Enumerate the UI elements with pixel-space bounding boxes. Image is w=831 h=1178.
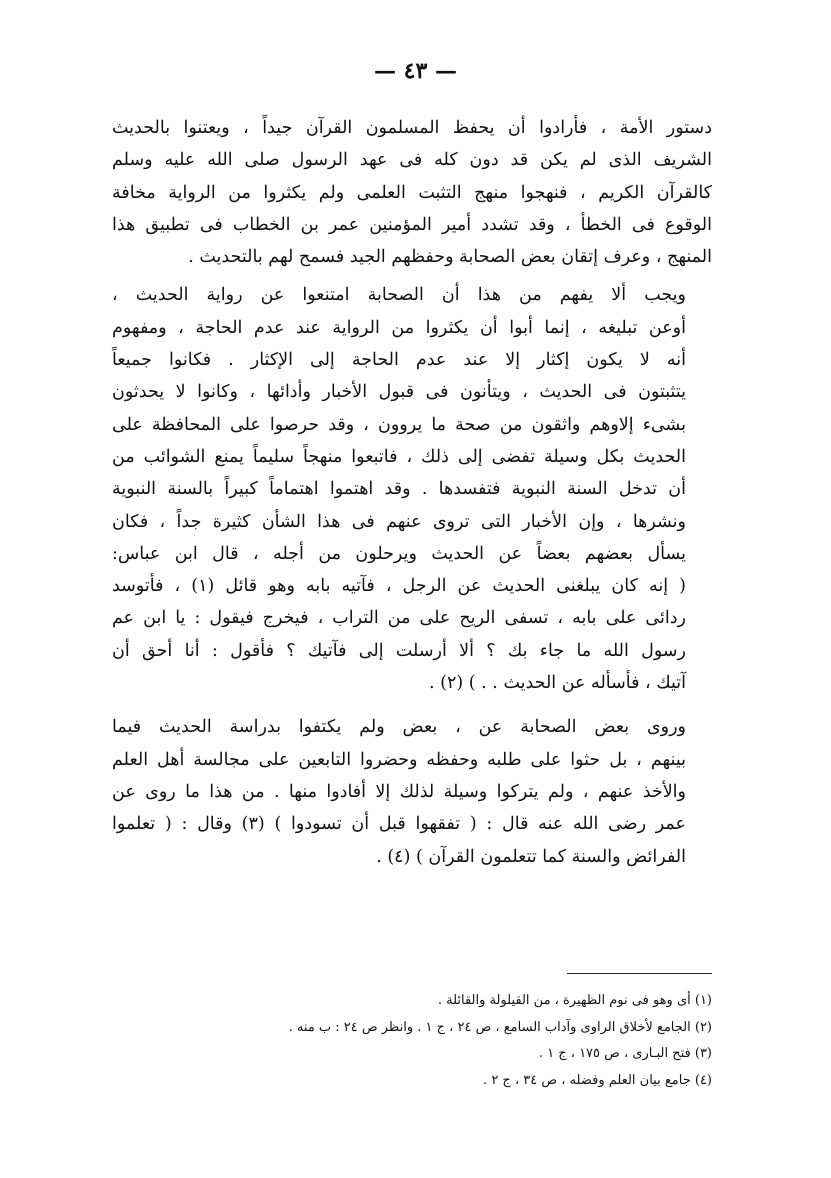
- text-line: دستور الأمة ، فأرادوا أن يحفظ المسلمون القرآن جيداً ، ويعتنوا بالحديث: [112, 118, 712, 138]
- paragraph-1: [112, 112, 712, 273]
- footnote: (٣) فتح البـارى ، ص ١٧٥ ، ج ١ .: [538, 1046, 712, 1061]
- footnote-divider: [567, 973, 712, 974]
- text-line: أنه لا يكون إكثار إلا عند عدم الحاجة إلى الإكثار . فكانوا جميعاً: [112, 350, 686, 371]
- text-line: بينهم ، بل حثوا على طلبه وحفظه وحضروا التابعين على مجالسة أهل العلم: [112, 749, 686, 770]
- text-line: ردائى على بابه ، تسفى الريح على من التراب ، فيخرج فيقول : يا ابن عم: [112, 608, 686, 629]
- text-line: بشىء إلاوهم واثقون من صحة ما يروون ، وقد حرصوا على المحافظة على: [112, 414, 686, 435]
- footnotes: [112, 988, 712, 1094]
- text-line: آتيك ، فأسأله عن الحديث . . ) (٢) .: [429, 673, 686, 694]
- text-line: كالقرآن الكريم ، فنهجوا منهج التثبت العلمى ولم يكثروا من الرواية مخافة: [112, 182, 712, 203]
- text-line: يتثبتون فى الحديث ، ويتأنون فى قبول الأخبار وأدائها ، وكانوا لا يحدثون: [112, 382, 686, 403]
- text-line: المنهج ، وعرف إتقان بعض الصحابة وحفظهم الجيد فسمح لهم بالتحديث .: [188, 247, 712, 268]
- text-line: وروى بعض الصحابة عن ، بعض ولم يكتفوا بدراسة الحديث فيما: [112, 717, 686, 738]
- footnote: (١) أى وهو فى نوم الظهيرة ، من القيلولة والقائلة .: [437, 993, 712, 1008]
- text-line: والأخذ عنهم ، ولم يتركوا وسيلة لذلك إلا أفادوا منها . من هذا ما روى عن: [112, 781, 686, 802]
- text-line: الشريف الذى لم يكن قد دون كله فى عهد الرسول صلى الله عليه وسلم: [112, 150, 712, 171]
- text-line: رسول الله ما جاء بك ؟ ألا أرسلت إلى فآتيك ؟ فأقول : أنا أحق أن: [112, 640, 686, 661]
- text-line: ونشرها ، وإن الأخبار التى تروى عنهم فى هذا الشأن كثيرة جداً ، فكان: [112, 511, 686, 532]
- text-line: أن تدخل السنة النبوية فتفسدها . وقد اهتموا اهتماماً كبيراً بالسنة النبوية: [112, 479, 686, 500]
- text-line: أوعن تبليغه ، إنما أبوا أن يكثروا من الرواية عند عدم الحاجة ، ومفهوم: [112, 317, 686, 338]
- body-text: [112, 112, 712, 873]
- paragraph-2: [112, 279, 712, 699]
- text-line: ( إنه كان يبلغنى الحديث عن الرجل ، فآتيه بابه وهو قائل (١) ، فأتوسد: [112, 576, 686, 597]
- paragraph-3: [112, 711, 712, 872]
- text-line: ويجب ألا يفهم من هذا أن الصحابة امتنعوا عن رواية الحديث ،: [112, 285, 686, 306]
- text-line: الوقوع فى الخطأ ، وقد تشدد أمير المؤمنين عمر بن الخطاب فى تطبيق هذا: [112, 214, 712, 235]
- text-line: الحديث بكل وسيلة تفضى إلى ذلك ، فاتبعوا منهجاً سليماً يمنع الشوائب من: [112, 446, 686, 467]
- page-number: — ٤٣ —: [374, 58, 457, 84]
- text-line: يسأل بعضهم بعضاً عن الحديث ويرحلون من أجله ، قال ابن عباس:: [112, 543, 686, 564]
- footnote: (٤) جامع بيان العلم وفضله ، ص ٣٤ ، ج ٢ .: [483, 1072, 712, 1088]
- text-line: عمر رضى الله عنه قال : ( تفقهوا قبل أن تسودوا ) (٣) وقال : ( تعلموا: [112, 814, 686, 835]
- text-line: الفرائض والسنة كما تتعلمون القرآن ) (٤) .: [376, 846, 686, 867]
- footnote: (٢) الجامع لأخلاق الراوى وآداب السامع ، ص ٢٤ ، ج ١ . وانظر ص ٢٤ : ب منه .: [288, 1019, 712, 1035]
